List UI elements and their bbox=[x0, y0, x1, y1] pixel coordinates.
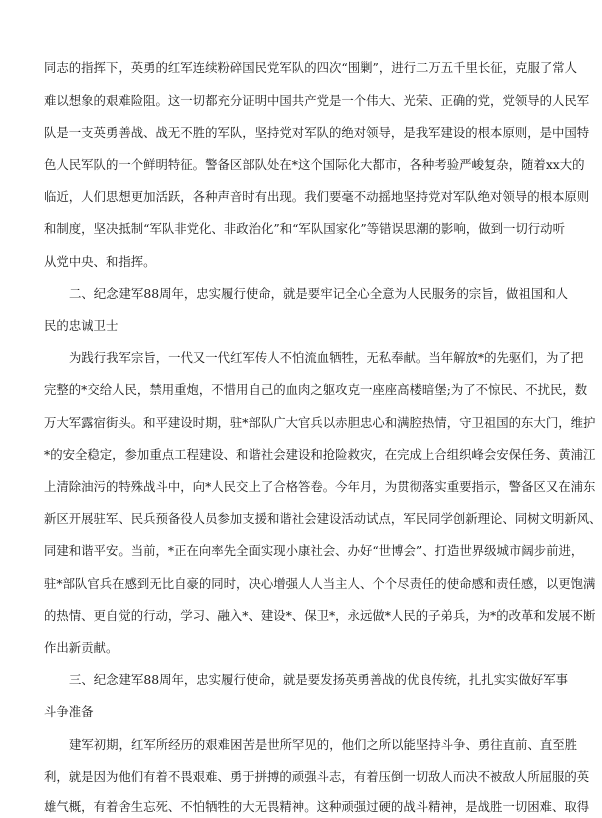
text-line: 从党中央、和指挥。 bbox=[44, 254, 156, 269]
text-line: 建军初期，红军所经历的艰难困苦是世所罕见的，他们之所以能坚持斗争、勇往直前、直至胜 bbox=[69, 737, 578, 752]
section-heading-2-cont: 民的忠诚卫士 bbox=[44, 318, 119, 333]
text-line: 上清除油污的特殊战斗中，向*人民交上了合格答卷。今年月，为贯彻落实重要指示，警备区又在浦东 bbox=[44, 479, 596, 494]
text-line: 驻*部队官兵在感到无比自豪的同时，决心增强人人当主人、个个尽责任的使命感和责任感，以更饱满 bbox=[44, 576, 596, 591]
text-line: *的安全稳定，参加重点工程建设、和谐社会建设和抢险救灾，在完成上合组织峰会安保任务、黄浦江 bbox=[44, 447, 596, 462]
section-heading-3-cont: 斗争准备 bbox=[44, 704, 94, 719]
text-line: 临近，人们思想更加活跃，各种声音时有出现。我们要毫不动摇地坚持党对军队绝对领导的根本原则 bbox=[44, 189, 590, 204]
text-line: 作出新贡献。 bbox=[44, 640, 119, 655]
text-line: 同建和谐平安。当前，*正在向率先全面实现小康社会、办好“世博会”、打造世界级城市阔步前进， bbox=[44, 543, 584, 558]
text-line: 难以想象的艰难险阻。这一切都充分证明中国共产党是一个伟大、光荣、正确的党，党领导的人民军 bbox=[44, 93, 590, 108]
text-line: 的热情、更自觉的行动，学习、融入*、建设*、保卫*，永远做*人民的子弟兵，为*的改革和发展不断 bbox=[44, 608, 596, 623]
text-line: 利，就是因为他们有着不畏艰难、勇于拼搏的顽强斗志，有着压倒一切敌人而决不被敌人所屈服的英 bbox=[44, 769, 590, 784]
text-line: 为践行我军宗旨，一代又一代红军传人不怕流血牺牲，无私奉献。当年解放*的先驱们，为了把 bbox=[69, 350, 584, 365]
section-heading-3: 三、纪念建军88周年，忠实履行使命，就是要发扬英勇善战的优良传统，扎扎实实做好军事 bbox=[69, 672, 569, 687]
text-line: 队是一支英勇善战、战无不胜的军队，坚持党对军队的绝对领导，是我军建设的根本原则，是中国特 bbox=[44, 125, 590, 140]
text-line: 色人民军队的一个鲜明特征。警备区部队处在*这个国际化大都市，各种考验严峻复杂，随着xx大的 bbox=[44, 157, 585, 172]
text-line: 雄气概，有着舍生忘死、不怕牺牲的大无畏精神。这种顽强过硬的战斗精神，是战胜一切困难、取得 bbox=[44, 799, 590, 814]
text-line: 完整的*交给人民，禁用重炮，不惜用自己的血肉之躯攻克一座座高楼暗堡;为了不惊民、不扰民，数 bbox=[44, 382, 588, 397]
section-heading-2: 二、纪念建军88周年，忠实履行使命，就是要牢记全心全意为人民服务的宗旨，做祖国和人 bbox=[69, 286, 569, 301]
text-line: 和制度，坚决抵制“军队非党化、非政治化”和“军队国家化”等错误思潮的影响，做到一切行动听 bbox=[44, 221, 565, 236]
text-line: 万大军露宿街头。和平建设时期，驻*部队广大官兵以赤胆忠心和满腔热情，守卫祖国的东大门，维护 bbox=[44, 415, 596, 430]
text-line: 同志的指挥下，英勇的红军连续粉碎国民党军队的四次“围剿”，进行二万五千里长征，克服了常人 bbox=[44, 60, 578, 75]
text-line: 新区开展驻军、民兵预备役人员参加支援和谐社会建设活动试点，军民同学创新理论、同树文明新风、 bbox=[44, 511, 602, 526]
